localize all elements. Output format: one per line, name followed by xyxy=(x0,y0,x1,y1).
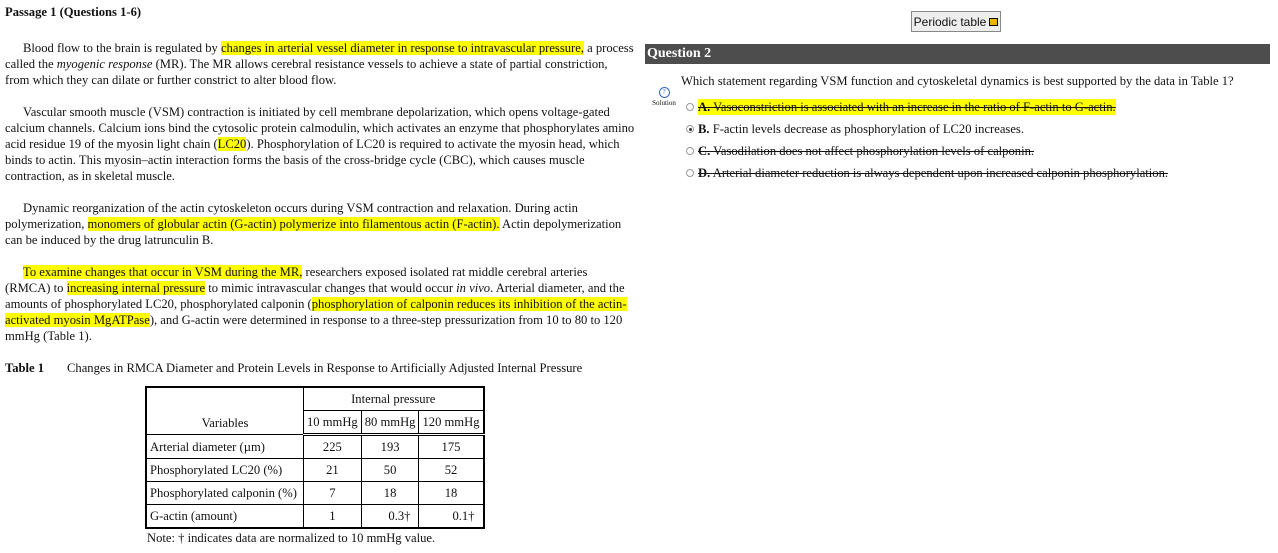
text-segment: ), and G-actin were determined in response to a three-step pressurization from 10 to 80 to 120 mmHg (Table 1). xyxy=(5,313,623,343)
column-header: 10 mmHg xyxy=(304,411,362,435)
option-text xyxy=(698,99,1116,115)
text-segment: Vascular smooth muscle (VSM) contraction is initiated by cell membrane depolarization, which opens voltage-gated calcium channels. Calcium ions bind the cytosolic protein calmodulin, which activates an enzyme that phosphorylates amino acid residue 19 of the myosin light chain ( xyxy=(5,105,635,151)
radio-button[interactable] xyxy=(686,169,694,177)
option-label: Vasoconstriction is associated with an increase in the ratio of F-actin to G-actin. xyxy=(713,100,1116,114)
table-cell: 18 xyxy=(419,482,484,505)
highlighted-text: phosphorylation of calponin reduces its inhibition of the actin-activated myosin MgATPase xyxy=(5,297,627,327)
table-cell: 175 xyxy=(419,435,484,459)
text-segment: to mimic intravascular changes that would occur xyxy=(205,281,457,295)
radio-button[interactable] xyxy=(686,103,694,111)
text-segment: Actin depolymerization can be induced by the drug latrunculin B. xyxy=(5,217,622,247)
option-letter: B. xyxy=(698,122,710,136)
answer-option-b[interactable] xyxy=(686,121,1024,137)
group-header: Internal pressure xyxy=(304,387,484,411)
option-letter: D. xyxy=(698,166,711,180)
option-letter: C. xyxy=(698,144,711,158)
table-note: Note: † indicates data are normalized to 10 mmHg value. xyxy=(147,531,436,545)
solution-button[interactable] xyxy=(647,87,681,107)
table-cell: 1 xyxy=(304,505,362,529)
table-caption: Changes in RMCA Diameter and Protein Levels in Response to Artificially Adjusted Internal Pressure xyxy=(67,361,583,375)
data-table xyxy=(145,386,485,529)
row-label: G-actin (amount) xyxy=(146,505,304,529)
highlighted-text: changes in arterial vessel diameter in response to intravascular pressure, xyxy=(220,41,584,55)
periodic-table-icon xyxy=(989,18,998,26)
passage-paragraph xyxy=(5,264,635,344)
passage-paragraph xyxy=(5,200,635,248)
table-cell: 18 xyxy=(361,482,419,505)
option-letter: A. xyxy=(698,100,711,114)
table-cell: 225 xyxy=(304,435,362,459)
table-row xyxy=(146,482,484,505)
highlighted-text: increasing internal pressure xyxy=(66,281,206,295)
question-text: Which statement regarding VSM function and cytoskeletal dynamics is best supported by the data in Table 1? xyxy=(681,74,1234,88)
passage-title: Passage 1 (Questions 1-6) xyxy=(5,5,142,19)
question-header: Question 2 xyxy=(645,44,1270,64)
table-label: Table 1 xyxy=(5,361,45,375)
highlighted-text: To examine changes that occur in VSM during the MR, xyxy=(23,265,303,279)
option-label: F-actin levels decrease as phosphorylation of LC20 increases. xyxy=(712,122,1024,136)
passage-body xyxy=(5,40,635,344)
table-row xyxy=(146,459,484,482)
option-text xyxy=(698,143,1034,159)
solution-label: Solution xyxy=(652,99,676,107)
help-icon: ? xyxy=(659,87,670,98)
answer-option-a[interactable] xyxy=(686,99,1116,115)
text-segment: (MR). The MR allows cerebral resistance vessels to achieve a state of partial constriction, from which they can dilate or further constrict to alter blood flow. xyxy=(5,57,608,87)
column-header: 120 mmHg xyxy=(419,411,484,435)
table-cell: 7 xyxy=(304,482,362,505)
passage-panel xyxy=(5,4,635,547)
table-cell: 52 xyxy=(419,459,484,482)
radio-button[interactable] xyxy=(686,147,694,155)
option-label: Arterial diameter reduction is always dependent upon increased calponin phosphorylation. xyxy=(712,166,1169,180)
row-label: Phosphorylated calponin (%) xyxy=(146,482,304,505)
text-segment: Blood flow to the brain is regulated by xyxy=(23,41,221,55)
row-label: Arterial diameter (µm) xyxy=(146,435,304,459)
text-segment: Dynamic reorganization of the actin cytoskeleton occurs during VSM contraction and relaxation. During actin polymerization, xyxy=(5,201,578,231)
table-cell: 193 xyxy=(361,435,419,459)
table-row xyxy=(146,435,484,459)
option-label: Vasodilation does not affect phosphorylation levels of calponin. xyxy=(713,144,1035,158)
radio-button[interactable] xyxy=(686,125,694,133)
text-segment: myogenic response xyxy=(56,57,153,71)
option-text xyxy=(698,165,1168,181)
table-cell: 0.3† xyxy=(361,505,419,529)
highlighted-text: monomers of globular actin (G-actin) polymerize into filamentous actin (F-actin). xyxy=(87,217,500,231)
highlighted-text: LC20 xyxy=(217,137,247,151)
option-text xyxy=(698,121,1024,137)
text-segment: ). Phosphorylation of LC20 is required to activate the myosin head, which binds to actin. This myosin–actin interaction forms the basis of the cross-bridge cycle (CBC), which causes muscle contraction, as in skeletal muscle. xyxy=(5,137,620,183)
text-segment: in vivo xyxy=(456,281,491,295)
table-cell: 21 xyxy=(304,459,362,482)
periodic-table-label: Periodic table xyxy=(913,14,987,29)
passage-paragraph xyxy=(5,40,635,88)
table-title xyxy=(5,360,635,376)
text-segment: a process called the xyxy=(5,41,634,71)
answer-option-c[interactable] xyxy=(686,143,1034,159)
answer-option-d[interactable] xyxy=(686,165,1168,181)
table-cell: 50 xyxy=(361,459,419,482)
variables-header: Variables xyxy=(146,387,304,435)
table-row xyxy=(146,505,484,529)
passage-paragraph xyxy=(5,104,635,184)
table-cell: 0.1† xyxy=(419,505,484,529)
text-segment: researchers exposed isolated rat middle cerebral arteries (RMCA) to xyxy=(5,265,588,295)
row-label: Phosphorylated LC20 (%) xyxy=(146,459,304,482)
text-segment: . Arterial diameter, and the amounts of phosphorylated LC20, phosphorylated calponin ( xyxy=(5,281,625,311)
column-header: 80 mmHg xyxy=(361,411,419,435)
periodic-table-button[interactable] xyxy=(911,11,1001,32)
